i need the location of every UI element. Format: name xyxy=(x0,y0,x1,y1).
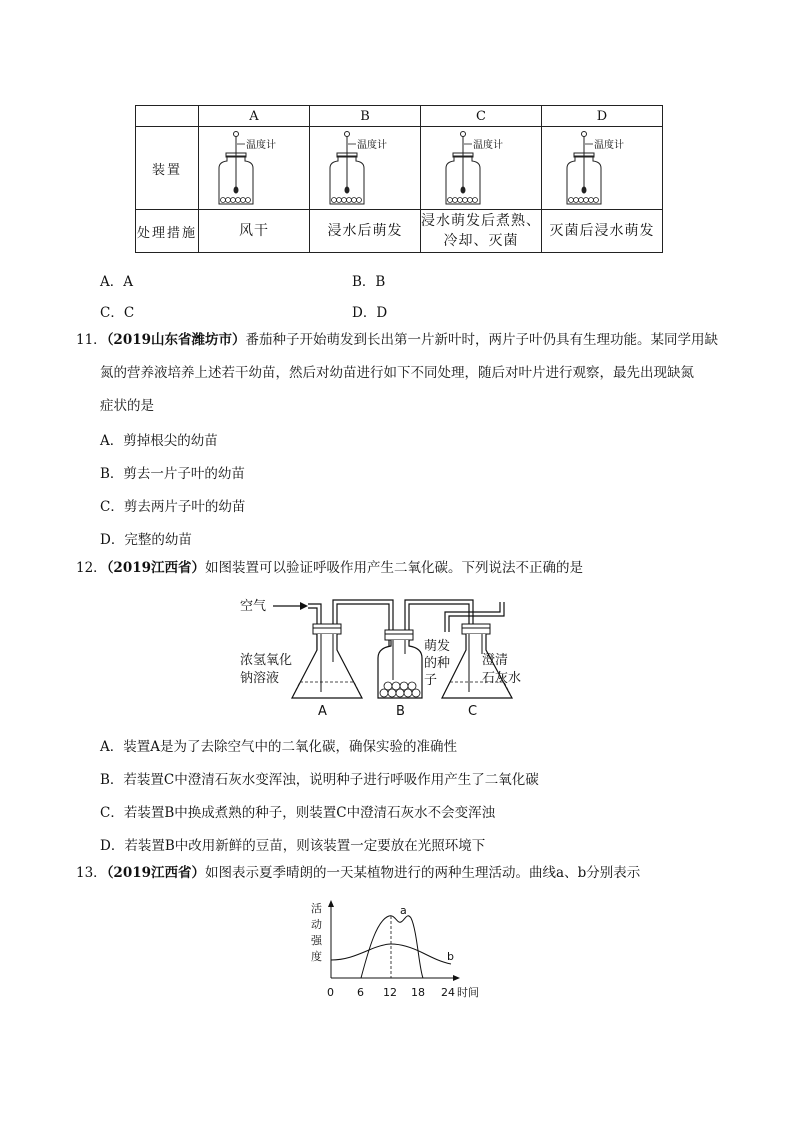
apparatus-cell-b xyxy=(310,127,421,210)
arrowhead-icon xyxy=(300,602,308,610)
measure-cell-a xyxy=(199,210,310,253)
apparatus-cell-a xyxy=(199,127,310,210)
seeds-icon xyxy=(221,198,251,203)
jar-thermometer-diagram xyxy=(199,128,309,208)
xtick-12: 12 xyxy=(383,986,397,999)
measure-text: 浸水后萌发 xyxy=(327,223,403,239)
question-source: （2019山东省潍坊市） xyxy=(106,332,246,348)
xtick-6: 6 xyxy=(357,986,364,999)
curve-a xyxy=(361,916,423,978)
air-label: 空气 xyxy=(240,599,267,614)
q12-option-b: B．若装置C中澄清石灰水变浑浊，说明种子进行呼吸作用产生了二氧化碳 xyxy=(100,772,539,788)
table-corner-cell xyxy=(136,106,199,127)
ylabel-char-1: 活 xyxy=(311,902,322,915)
question-source: （2019江西省） xyxy=(106,560,206,576)
q11-line-3: 症状的是 xyxy=(100,398,154,414)
apparatus-cell-c xyxy=(421,127,542,210)
row-label-measure: 处理措施 xyxy=(136,210,199,253)
thermometer-icon xyxy=(345,132,350,194)
apparatus-cell-d xyxy=(542,127,663,210)
seeds-icon xyxy=(569,198,599,203)
flask-a-label: A xyxy=(318,704,327,719)
curve-b-label: b xyxy=(447,950,454,963)
flask-a xyxy=(292,624,362,698)
col-header-b: B xyxy=(310,106,421,127)
row-label-apparatus: 装置 xyxy=(136,127,199,210)
xtick-24: 24 xyxy=(441,986,455,999)
ylabel-char-3: 强 xyxy=(311,934,322,947)
curve-a-label: a xyxy=(400,904,407,917)
seed-label-line1: 萌发 xyxy=(424,639,451,654)
q12-option-d: D．若装置B中改用新鲜的豆苗，则该装置一定要放在光照环境下 xyxy=(100,838,486,854)
measure-cell-b xyxy=(310,210,421,253)
q12-option-c: C．若装置B中换成煮熟的种子，则装置C中澄清石灰水不会变浑浊 xyxy=(100,805,496,821)
question-source: （2019江西省） xyxy=(106,865,206,881)
naoh-label-line2: 钠溶液 xyxy=(240,671,280,686)
seeds-icon xyxy=(332,198,362,203)
apparatus-table xyxy=(135,105,663,253)
seed-label-line2: 的种 xyxy=(424,656,451,671)
question-stem: 番茄种子开始萌发到长出第一片新叶时，两片子叶仍具有生理功能。某同学用缺 xyxy=(245,332,719,348)
q11-line-2: 氮的营养液培养上述若干幼苗，然后对幼苗进行如下不同处理，随后对叶片进行观察，最先出现缺氮 xyxy=(100,365,694,381)
q12-first-line xyxy=(76,558,583,578)
q11-option-d: D．完整的幼苗 xyxy=(100,532,192,548)
x-axis-arrow-icon xyxy=(453,975,460,981)
measure-text-line1: 浸水萌发后煮熟、 xyxy=(421,213,541,229)
ylabel-char-4: 度 xyxy=(311,950,322,963)
measure-cell-c xyxy=(421,210,542,253)
activity-curve-graph xyxy=(305,898,490,1006)
seeds-icon xyxy=(380,682,420,697)
naoh-label-line1: 浓氢氧化 xyxy=(240,653,293,668)
measure-text-line2: 冷却、灭菌 xyxy=(443,233,519,249)
seeds-icon xyxy=(448,198,478,203)
bottle-b xyxy=(378,630,422,698)
q10-option-b: B．B xyxy=(352,274,386,290)
measure-cell-d xyxy=(542,210,663,253)
q10-option-d: D．D xyxy=(352,305,388,321)
table-measure-row xyxy=(136,210,663,253)
thermometer-icon xyxy=(461,132,466,194)
xlabel: 时间 xyxy=(457,986,479,999)
measure-text: 风干 xyxy=(239,223,269,239)
q13-first-line xyxy=(76,863,640,883)
seed-label-line3: 子 xyxy=(424,673,438,688)
question-stem: 如图表示夏季晴朗的一天某植物进行的两种生理活动。曲线a、b分别表示 xyxy=(205,865,641,881)
limewater-label-line2: 石灰水 xyxy=(482,671,522,686)
thermometer-label: 温度计 xyxy=(473,140,503,151)
thermometer-label: 温度计 xyxy=(246,140,276,151)
q10-option-a: A．A xyxy=(100,274,133,290)
flask-c-label: C xyxy=(468,704,478,719)
q11-first-line xyxy=(76,330,718,350)
y-axis-arrow-icon xyxy=(328,900,334,907)
q11-option-c: C．剪去两片子叶的幼苗 xyxy=(100,499,246,515)
q11-option-a: A．剪掉根尖的幼苗 xyxy=(100,433,218,449)
question-number: 13． xyxy=(76,865,107,881)
measure-text: 灭菌后浸水萌发 xyxy=(549,223,655,239)
xtick-0: 0 xyxy=(327,986,334,999)
col-header-d: D xyxy=(542,106,663,127)
question-number: 12． xyxy=(76,560,107,576)
thermometer-label: 温度计 xyxy=(357,140,387,151)
jar-thermometer-diagram xyxy=(542,128,662,208)
q10-option-c: C．C xyxy=(100,305,135,321)
jar-thermometer-diagram xyxy=(310,128,420,208)
q11-option-b: B．剪去一片子叶的幼苗 xyxy=(100,466,245,482)
bottle-b-label: B xyxy=(396,704,405,719)
col-header-c: C xyxy=(421,106,542,127)
q12-option-a: A．装置A是为了去除空气中的二氧化碳，确保实验的准确性 xyxy=(100,739,457,755)
question-stem: 如图装置可以验证呼吸作用产生二氧化碳。下列说法不正确的是 xyxy=(205,560,584,576)
table-apparatus-row xyxy=(136,127,663,210)
thermometer-icon xyxy=(234,132,239,194)
ylabel-char-2: 动 xyxy=(311,918,322,931)
thermometer-label: 温度计 xyxy=(594,140,624,151)
xtick-18: 18 xyxy=(411,986,425,999)
thermometer-icon xyxy=(582,132,587,194)
table-header-row xyxy=(136,106,663,127)
jar-thermometer-diagram xyxy=(421,128,541,208)
col-header-a: A xyxy=(199,106,310,127)
question-number: 11． xyxy=(76,332,107,348)
respiration-apparatus-figure xyxy=(238,592,522,720)
limewater-label-line1: 澄清 xyxy=(482,653,509,668)
